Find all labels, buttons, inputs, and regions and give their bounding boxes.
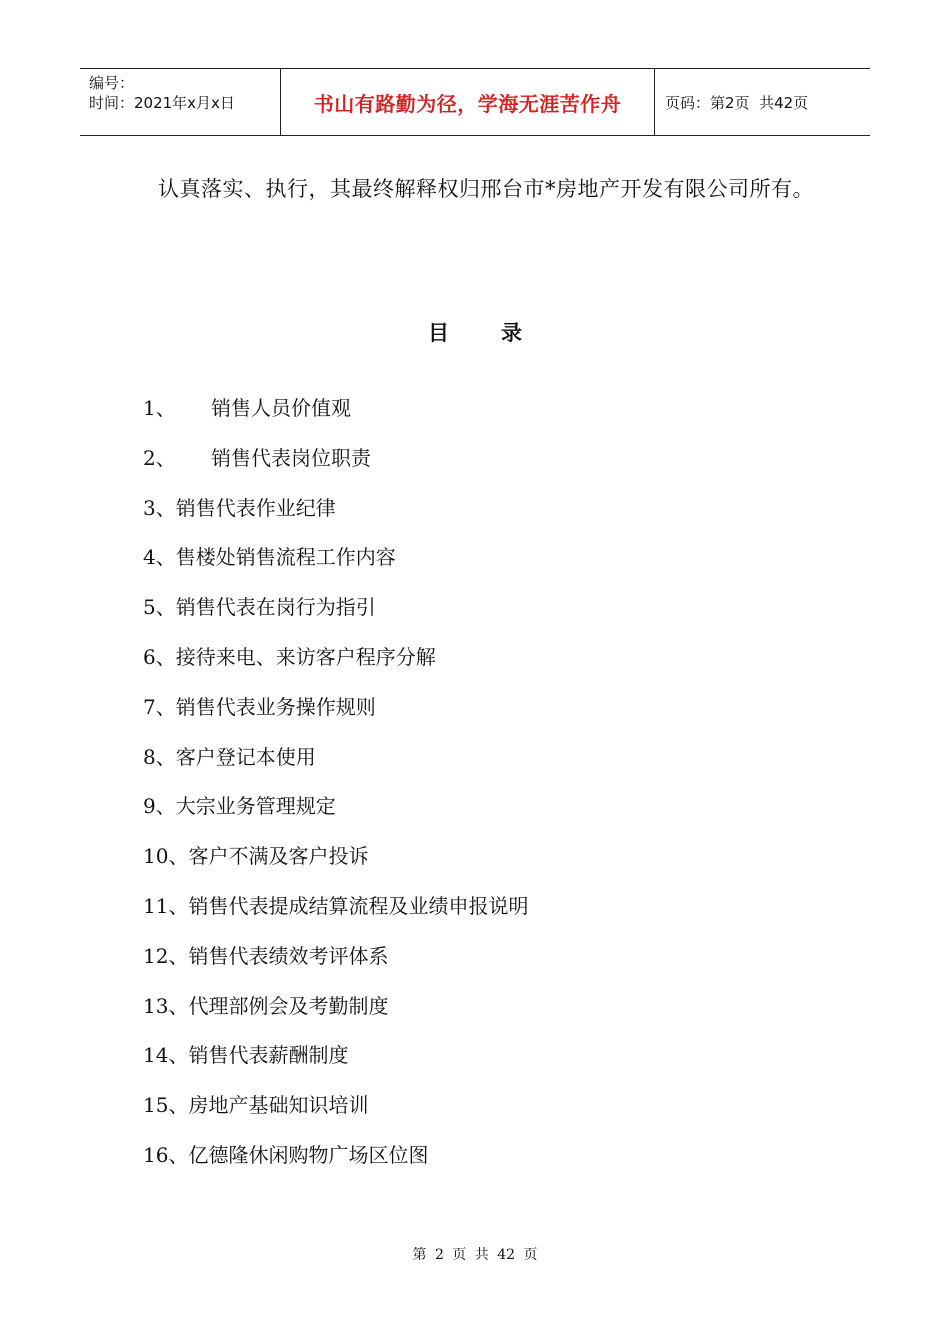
toc-item-text: 客户不满及客户投诉	[188, 844, 369, 869]
toc-item-text: 销售代表在岗行为指引	[175, 595, 376, 620]
toc-item	[143, 537, 528, 587]
toc-item	[143, 488, 528, 538]
toc-item	[143, 737, 528, 787]
toc-item	[143, 986, 528, 1036]
toc-item-number: 14、	[143, 1043, 189, 1068]
toc-item-number: 10、	[143, 844, 189, 869]
toc-item-text: 客户登记本使用	[175, 744, 316, 769]
toc-item-number: 9、	[143, 794, 176, 819]
body-paragraph: 认真落实、执行，其最终解释权归邢台市*房地产开发有限公司所有。	[158, 177, 814, 201]
toc-item-text: 大宗业务管理规定	[175, 794, 336, 819]
toc-item-number: 11、	[143, 893, 189, 918]
header-meta-cell	[80, 69, 281, 135]
toc-item	[143, 388, 528, 438]
toc-item	[143, 1035, 528, 1085]
toc-item-number: 3、	[143, 495, 176, 520]
toc-item	[143, 687, 528, 737]
toc-item-number: 12、	[143, 943, 189, 968]
toc-list	[143, 388, 528, 1185]
toc-item-text: 亿德隆休闲购物广场区位图	[188, 1142, 429, 1167]
toc-item-number: 7、	[143, 694, 176, 719]
page-header	[80, 68, 870, 136]
header-motto: 书山有路勤为径，学海无涯苦作舟	[281, 69, 655, 135]
toc-item	[143, 637, 528, 687]
toc-item	[143, 836, 528, 886]
header-page-info: 页码：第2页 共42页	[665, 93, 809, 112]
toc-item-number: 15、	[143, 1093, 189, 1118]
toc-item	[143, 438, 528, 488]
toc-item-number: 13、	[143, 993, 189, 1018]
toc-title	[0, 316, 950, 350]
toc-item-number: 8、	[143, 744, 176, 769]
toc-item-text: 销售代表绩效考评体系	[188, 943, 389, 968]
toc-item-text: 销售代表提成结算流程及业绩申报说明	[188, 893, 529, 918]
page-footer: 第 2 页 共 42 页	[412, 1247, 538, 1263]
toc-item-number: 16、	[143, 1142, 189, 1167]
toc-item-text: 销售代表作业纪律	[175, 495, 336, 520]
toc-item	[143, 1085, 528, 1135]
toc-item-number: 1、	[143, 396, 176, 420]
toc-item-text: 销售代表薪酬制度	[188, 1043, 349, 1068]
toc-item	[143, 587, 528, 637]
document-number-label: 编号：	[89, 74, 135, 92]
toc-item-text: 房地产基础知识培训	[188, 1093, 369, 1118]
toc-item-number: 4、	[143, 545, 176, 570]
toc-item	[143, 786, 528, 836]
toc-item-text: 接待来电、来访客户程序分解	[175, 644, 436, 669]
toc-item	[143, 886, 528, 936]
toc-item	[143, 1135, 528, 1185]
toc-title-right: 录	[501, 321, 522, 345]
toc-item-text: 销售代表岗位职责	[211, 445, 371, 470]
toc-item-number: 2、	[143, 445, 176, 470]
document-date-label: 时间：2021年x月x日	[89, 94, 235, 112]
toc-item	[143, 936, 528, 986]
header-page-info-cell	[655, 69, 870, 135]
toc-item-text: 销售人员价值观	[211, 396, 351, 420]
toc-item-number: 5、	[143, 595, 176, 620]
toc-title-left: 目	[428, 321, 449, 345]
toc-item-number: 6、	[143, 644, 176, 669]
toc-item-text: 代理部例会及考勤制度	[188, 993, 389, 1018]
toc-item-text: 销售代表业务操作规则	[175, 694, 376, 719]
toc-item-text: 售楼处销售流程工作内容	[175, 545, 396, 570]
